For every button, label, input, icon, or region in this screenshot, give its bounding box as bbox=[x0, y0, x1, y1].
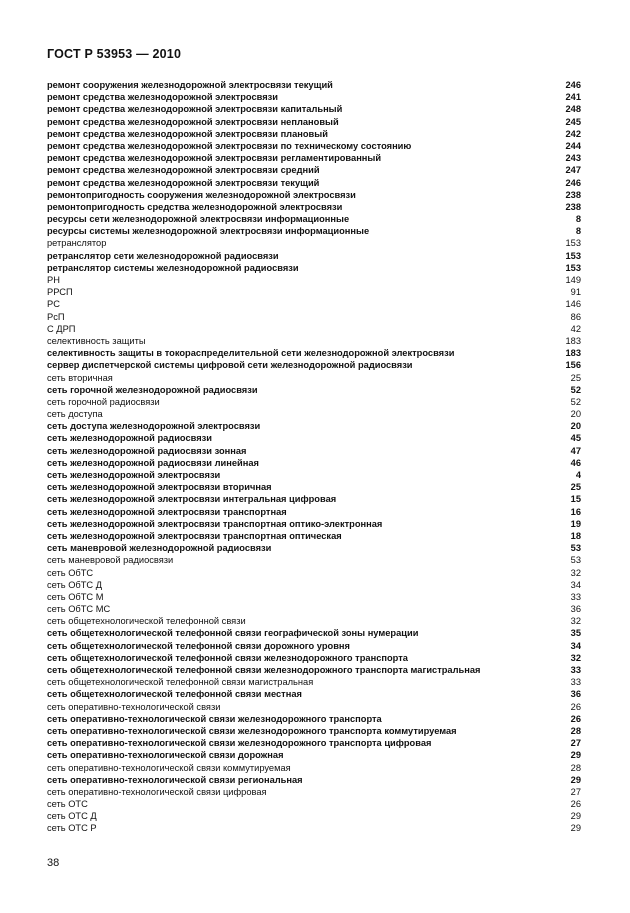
index-entry-page: 8 bbox=[575, 226, 581, 237]
index-entry bbox=[47, 493, 581, 505]
index-entry bbox=[47, 116, 581, 128]
index-entry-page: 26 bbox=[570, 713, 581, 724]
index-entry-term: сеть общетехнологической телефонной связи железнодорожного транспорта bbox=[47, 652, 408, 663]
index-entry-term: сеть железнодорожной радиосвязи bbox=[47, 433, 213, 444]
index-entry-term: сеть общетехнологической телефонной связи железнодорожного транспорта магистральная bbox=[47, 665, 481, 675]
index-entry-term: сеть оперативно-технологической связи железнодорожного транспорта bbox=[47, 713, 382, 724]
index-entry-page: 153 bbox=[565, 250, 581, 261]
index-entry bbox=[47, 250, 581, 262]
index-entry bbox=[47, 384, 581, 396]
index-entry-page: 19 bbox=[570, 518, 581, 529]
index-entry-term: сеть железнодорожной электросвязи вторичная bbox=[47, 482, 272, 493]
index-entry-term: сеть оперативно-технологической связи дорожная bbox=[47, 750, 284, 761]
index-entry-page: 53 bbox=[570, 555, 581, 566]
index-entry-term: сеть железнодорожной электросвязи транспортная оптико-электронная bbox=[47, 518, 383, 529]
index-entry bbox=[47, 213, 581, 225]
index-entry bbox=[47, 591, 581, 603]
index-entry bbox=[47, 567, 581, 579]
index-entry bbox=[47, 286, 581, 298]
index-entry-page: 27 bbox=[570, 786, 581, 797]
index-entry bbox=[47, 627, 581, 639]
index-entry-page: 33 bbox=[570, 665, 581, 675]
index-entry bbox=[47, 615, 581, 627]
index-entry-term: ремонтопригодность сооружения железнодорожной электросвязи bbox=[47, 189, 356, 200]
index-entry-page: 29 bbox=[570, 774, 581, 785]
index-entry-page: 25 bbox=[570, 482, 581, 493]
index-entry-page: 28 bbox=[570, 762, 581, 773]
index-entry-page: 45 bbox=[570, 433, 581, 444]
index-entry-page: 32 bbox=[570, 652, 581, 663]
index-entry-page: 238 bbox=[565, 189, 581, 200]
index-entry-page: 18 bbox=[570, 530, 581, 541]
index-entry-term: сеть общетехнологической телефонной связи bbox=[47, 616, 246, 627]
index-entry-page: 34 bbox=[570, 640, 581, 651]
index-entry-term: ретранслятор системы железнодорожной радиосвязи bbox=[47, 262, 299, 273]
index-entry-page: 36 bbox=[570, 604, 581, 615]
index-entry bbox=[47, 469, 581, 481]
index-entry-page: 248 bbox=[565, 104, 581, 115]
index-entry-term: сеть общетехнологической телефонной связи географической зоны нумерации bbox=[47, 628, 419, 639]
index-entry-term: С ДРП bbox=[47, 323, 76, 334]
index-entry bbox=[47, 420, 581, 432]
index-entry-term: сеть общетехнологической телефонной связи магистральная bbox=[47, 677, 314, 688]
index-entry bbox=[47, 128, 581, 140]
index-entry-page: 243 bbox=[565, 153, 581, 164]
index-entry-term: селективность защиты в токораспределительной сети железнодорожной электросвязи bbox=[47, 348, 455, 359]
index-entry-term: сеть ОбТС МС bbox=[47, 604, 111, 615]
index-entry-page: 242 bbox=[565, 128, 581, 139]
index-entry bbox=[47, 713, 581, 725]
index-entry bbox=[47, 445, 581, 457]
index-entry bbox=[47, 91, 581, 103]
index-entry bbox=[47, 676, 581, 688]
index-entry-term: ресурсы сети железнодорожной электросвязи информационные bbox=[47, 214, 350, 225]
index-entry-page: 20 bbox=[570, 421, 581, 432]
index-entry bbox=[47, 481, 581, 493]
index-entry-term: сеть оперативно-технологической связи железнодорожного транспорта цифровая bbox=[47, 738, 432, 749]
page-number: 38 bbox=[47, 857, 60, 869]
index-entry-page: 52 bbox=[570, 384, 581, 395]
index-entry-term: сеть ОТС Р bbox=[47, 823, 97, 834]
index-entry bbox=[47, 189, 581, 201]
index-entry-term: ремонт средства железнодорожной электросвязи регламентированный bbox=[47, 153, 382, 164]
index-entry-term: сеть горочной радиосвязи bbox=[47, 396, 160, 407]
index-entry-page: 46 bbox=[570, 457, 581, 468]
index-entry bbox=[47, 530, 581, 542]
index-entry bbox=[47, 774, 581, 786]
index-entry-page: 27 bbox=[570, 738, 581, 749]
index-entry-term: сеть маневровой радиосвязи bbox=[47, 555, 174, 566]
index-entry bbox=[47, 408, 581, 420]
document-header: ГОСТ Р 53953 — 2010 bbox=[47, 47, 182, 61]
index-entry-term: сеть оперативно-технологической связи bbox=[47, 701, 221, 712]
index-entry-term: сеть ОТС bbox=[47, 799, 88, 810]
index-entry bbox=[47, 262, 581, 274]
index-entry-term: сеть железнодорожной электросвязи bbox=[47, 470, 221, 480]
index-entry bbox=[47, 396, 581, 408]
index-entry bbox=[47, 274, 581, 286]
index-entry-page: 47 bbox=[570, 445, 581, 456]
index-entry-term: сеть маневровой железнодорожной радиосвязи bbox=[47, 543, 272, 554]
index-entry-page: 53 bbox=[570, 543, 581, 554]
index-entry bbox=[47, 701, 581, 713]
index-entry-page: 8 bbox=[575, 214, 581, 225]
index-entry bbox=[47, 506, 581, 518]
index-entry-page: 149 bbox=[565, 275, 581, 285]
index-entry-page: 91 bbox=[570, 287, 581, 298]
index-entry bbox=[47, 762, 581, 774]
index-entry-term: сеть ОбТС bbox=[47, 567, 94, 578]
index-entry-page: 86 bbox=[570, 311, 581, 322]
index-entry-term: РРСП bbox=[47, 287, 73, 298]
index-entry-term: ремонт средства железнодорожной электросвязи по техническому состоянию bbox=[47, 140, 412, 151]
index-entry-page: 238 bbox=[565, 201, 581, 212]
index-entry-term: ремонт средства железнодорожной электросвязи bbox=[47, 92, 278, 103]
index-entry-page: 146 bbox=[565, 299, 581, 310]
index-entry-page: 25 bbox=[570, 372, 581, 383]
index-entry-term: сеть ОбТС М bbox=[47, 591, 104, 602]
index-entry bbox=[47, 347, 581, 359]
index-entry-page: 29 bbox=[570, 750, 581, 761]
index-entry-term: PC bbox=[47, 299, 60, 310]
index-entry-page: 4 bbox=[575, 470, 581, 480]
index-entry bbox=[47, 786, 581, 798]
index-entry-page: 241 bbox=[565, 92, 581, 103]
index-entry-page: 33 bbox=[570, 677, 581, 688]
index-entry bbox=[47, 554, 581, 566]
index-entry-term: ремонт средства железнодорожной электросвязи средний bbox=[47, 165, 320, 176]
index-entry-term: сеть железнодорожной электросвязи транспортная bbox=[47, 506, 287, 517]
index-entry bbox=[47, 335, 581, 347]
index-entry-page: 29 bbox=[570, 811, 581, 822]
index-entry-term: ремонт средства железнодорожной электросвязи текущий bbox=[47, 177, 320, 188]
index-entry-term: ремонт средства железнодорожной электросвязи неплановый bbox=[47, 116, 339, 127]
index-entry-page: 156 bbox=[565, 360, 581, 371]
index-entry-term: сеть железнодорожной электросвязи транспортная оптическая bbox=[47, 530, 342, 541]
index-entry-term: сеть оперативно-технологической связи железнодорожного транспорта коммутируемая bbox=[47, 725, 457, 736]
index-entry-term: сеть оперативно-технологической связи региональная bbox=[47, 774, 303, 785]
index-entry bbox=[47, 688, 581, 700]
index-entry-page: 15 bbox=[570, 494, 581, 505]
index-entry-page: 26 bbox=[570, 701, 581, 712]
index-entry bbox=[47, 323, 581, 335]
index-entry-page: 35 bbox=[570, 628, 581, 639]
index-entry bbox=[47, 177, 581, 189]
index-entry bbox=[47, 798, 581, 810]
index-entry bbox=[47, 749, 581, 761]
index-entry-page: 247 bbox=[565, 165, 581, 176]
index-entry-page: 26 bbox=[570, 799, 581, 810]
index-entry-term: сеть ОТС Д bbox=[47, 811, 97, 822]
index-entry bbox=[47, 725, 581, 737]
index-entry-term: сеть железнодорожной электросвязи интегральная цифровая bbox=[47, 494, 337, 505]
index-entry bbox=[47, 140, 581, 152]
index-entry bbox=[47, 359, 581, 371]
index-entry bbox=[47, 372, 581, 384]
index-entry-term: сеть железнодорожной радиосвязи зонная bbox=[47, 445, 247, 456]
index-entry-page: 244 bbox=[565, 140, 581, 151]
index-entry-term: ресурсы системы железнодорожной электросвязи информационные bbox=[47, 226, 370, 237]
index-entry-page: 246 bbox=[565, 177, 581, 188]
index-entry-page: 20 bbox=[570, 409, 581, 420]
index-entry-term: ретранслятор bbox=[47, 238, 107, 249]
index-entry bbox=[47, 822, 581, 834]
index-entry-page: 245 bbox=[565, 116, 581, 127]
index-entry-term: РН bbox=[47, 275, 60, 285]
index-entry-page: 36 bbox=[570, 689, 581, 700]
index-entry bbox=[47, 79, 581, 91]
index-entry-term: сеть оперативно-технологической связи цифровая bbox=[47, 786, 267, 797]
index-entry-term: ремонт средства железнодорожной электросвязи капитальный bbox=[47, 104, 343, 115]
index-entry-page: 16 bbox=[570, 506, 581, 517]
index-entry-term: селективность защиты bbox=[47, 335, 146, 346]
index-entry bbox=[47, 298, 581, 310]
index-entry-page: 32 bbox=[570, 567, 581, 578]
index-entry-page: 34 bbox=[570, 579, 581, 590]
index-entry-term: ремонт сооружения железнодорожной электросвязи текущий bbox=[47, 80, 333, 90]
index-entry-term: сеть доступа железнодорожной электросвязи bbox=[47, 421, 261, 432]
index-entry bbox=[47, 457, 581, 469]
index-entry bbox=[47, 432, 581, 444]
index-entry bbox=[47, 542, 581, 554]
index-entry-term: сеть оперативно-технологической связи коммутируемая bbox=[47, 762, 291, 773]
index-entry-term: ремонт средства железнодорожной электросвязи плановый bbox=[47, 128, 328, 139]
index-entry-term: ретранслятор сети железнодорожной радиосвязи bbox=[47, 250, 279, 261]
index-entry bbox=[47, 225, 581, 237]
index-entry bbox=[47, 810, 581, 822]
index-entry-page: 183 bbox=[565, 335, 581, 346]
index-entry-term: сеть вторичная bbox=[47, 372, 113, 383]
index-entry-term: сеть железнодорожной радиосвязи линейная bbox=[47, 457, 259, 468]
index-entry-term: сервер диспетчерской системы цифровой сети железнодорожной радиосвязи bbox=[47, 360, 413, 371]
index-entry-page: 153 bbox=[565, 238, 581, 249]
index-entry-page: 28 bbox=[570, 725, 581, 736]
index-entry-term: сеть горочной железнодорожной радиосвязи bbox=[47, 384, 258, 395]
index-entry-term: сеть доступа bbox=[47, 409, 103, 420]
index-entry bbox=[47, 164, 581, 176]
index-entry-page: 183 bbox=[565, 348, 581, 359]
index-entry bbox=[47, 652, 581, 664]
index-entry-page: 32 bbox=[570, 616, 581, 627]
index-entry bbox=[47, 103, 581, 115]
index-entry-term: сеть общетехнологической телефонной связи дорожного уровня bbox=[47, 640, 350, 651]
index-entry bbox=[47, 237, 581, 249]
index-entries bbox=[47, 79, 581, 835]
index-entry bbox=[47, 640, 581, 652]
index-entry-page: 153 bbox=[565, 262, 581, 273]
index-entry-page: 246 bbox=[565, 80, 581, 90]
index-entry-page: 42 bbox=[570, 323, 581, 334]
index-entry bbox=[47, 737, 581, 749]
index-entry bbox=[47, 603, 581, 615]
index-entry-page: 29 bbox=[570, 823, 581, 834]
index-entry bbox=[47, 664, 581, 676]
index-entry-term: сеть общетехнологической телефонной связи местная bbox=[47, 689, 302, 700]
index-entry-page: 52 bbox=[570, 396, 581, 407]
index-entry bbox=[47, 152, 581, 164]
index-entry bbox=[47, 579, 581, 591]
index-entry-page: 33 bbox=[570, 591, 581, 602]
index-entry bbox=[47, 311, 581, 323]
index-entry-term: РсП bbox=[47, 311, 65, 322]
index-entry bbox=[47, 201, 581, 213]
index-entry-term: сеть ОбТС Д bbox=[47, 579, 103, 590]
index-entry bbox=[47, 518, 581, 530]
index-entry-term: ремонтопригодность средства железнодорожной электросвязи bbox=[47, 201, 343, 212]
